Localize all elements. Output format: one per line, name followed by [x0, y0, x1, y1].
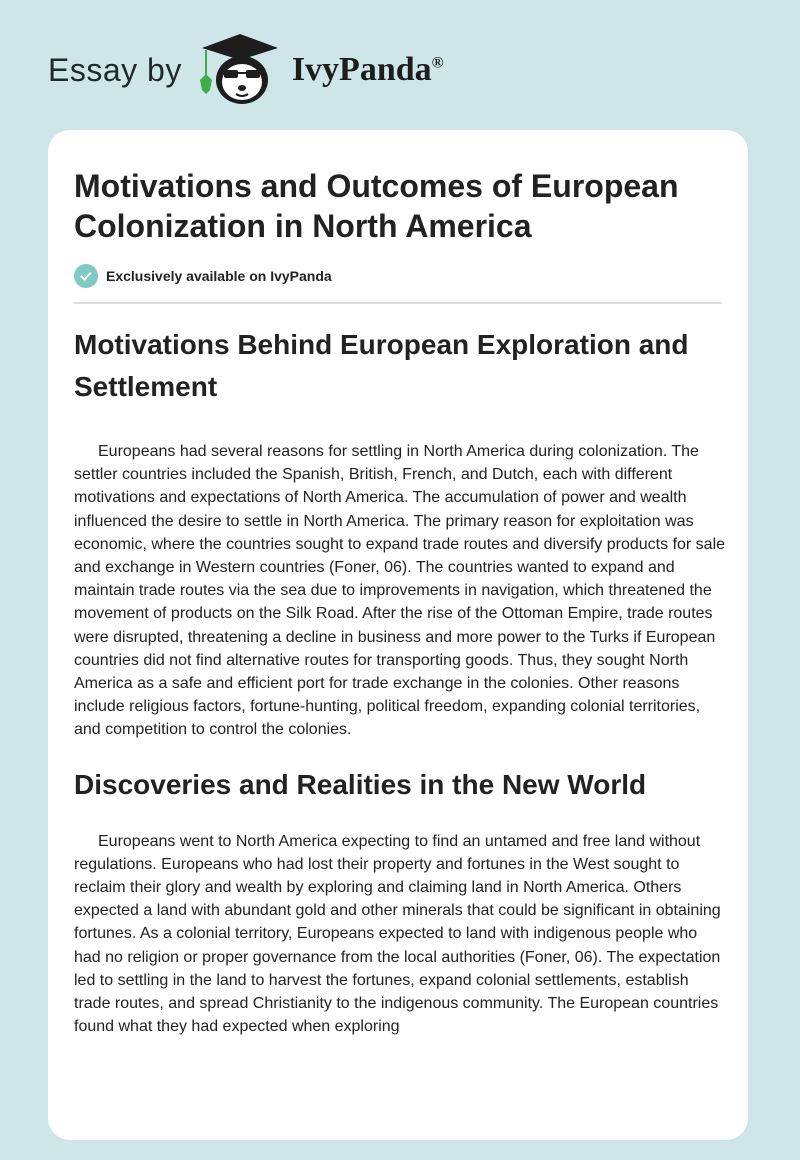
section-paragraph: Europeans had several reasons for settling in North America during colonization. The settler countries included the Spanish, British, French, and Dutch, each with different motivations and expectations of North America. The accumulation of power and wealth influenced the desire to settle in North America. The primary reason for exploitation was economic, where the countries sought to expand trade routes and diversify products for sale and exchange in Western countries (Foner, 06). The countries wanted to expand and maintain trade routes via the sea due to improvements in navigation, which threatened the movement of products on the Silk Road. After the rise of the Ottoman Empire, trade routes were disrupted, threatening a decline in business and more power to the Turks if European countries did not find alternative routes for transporting goods. Thus, they sought North America as a safe and efficient port for trade exchange in the colonies. Other reasons include religious factors, fortune-hunting, political freedom, expanding colonial territories, and competition to control the colonies.: [74, 443, 726, 739]
panda-graduate-logo-icon[interactable]: [196, 30, 284, 110]
site-header: [48, 30, 444, 110]
brand-text: IvyPanda: [291, 51, 432, 88]
check-icon: [74, 264, 98, 288]
exclusive-badge: [74, 264, 722, 288]
brand-name[interactable]: [292, 51, 444, 89]
section-heading: Motivations Behind European Exploration and Settlement: [74, 329, 689, 402]
section-heading: Discoveries and Realities in the New World: [74, 768, 647, 800]
section-paragraph: Europeans went to North America expecting to find an untamed and free land without regulations. Europeans who had lost their property and fortunes in the West sought to reclaim their glory and wealth by exploring and claiming land in North America. Others expected a land with abundant gold and other minerals that could be significant in obtaining fortunes. As a colonial territory, Europeans expected to land with indigenous people who had no religion or proper governance from the local authorities (Foner, 06). The expectation led to settling in the land to harvest the fortunes, expand colonial settlements, establish trade routes, and spread Christianity to the indigenous community. The European countries found what they had expected when exploring: [74, 832, 721, 1036]
registered-mark: ®: [431, 54, 444, 72]
essay-title: Motivations and Outcomes of European Colonization in North America: [74, 168, 679, 244]
essay-by-label: Essay by: [48, 51, 182, 88]
exclusive-badge-text: Exclusively available on IvyPanda: [106, 268, 332, 284]
essay-card: [48, 130, 748, 1140]
divider: [74, 302, 722, 304]
